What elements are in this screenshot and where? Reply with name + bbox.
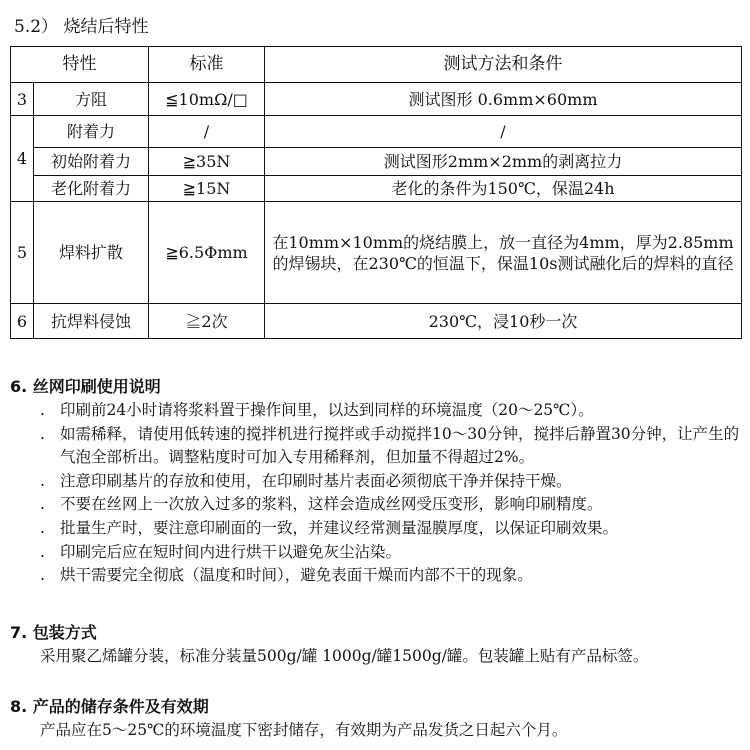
header-standard: 标准 bbox=[149, 47, 265, 83]
list-item bbox=[10, 541, 746, 565]
instructions-list bbox=[10, 399, 746, 588]
storage-text: 产品应在5～25℃的环境温度下密封储存，有效期为产品发货之日起六个月。 bbox=[40, 721, 568, 739]
packaging-text: 采用聚乙烯罐分装，标准分装量500g/罐 1000g/罐1500g/罐。包装罐上贴有产品标签。 bbox=[40, 647, 649, 665]
row-number: 4 bbox=[11, 116, 34, 202]
standard-cell: ≦10mΩ/□ bbox=[149, 83, 265, 116]
table-row bbox=[11, 176, 742, 202]
bullet-dot: . bbox=[40, 566, 45, 585]
list-item-text: 烘干需要完全彻底（温度和时间），避免表面干燥而内部不干的现象。 bbox=[60, 566, 533, 585]
header-property: 特性 bbox=[11, 47, 149, 83]
bullet-dot: . bbox=[40, 471, 45, 490]
list-item bbox=[10, 470, 746, 494]
standard-cell: / bbox=[149, 116, 265, 148]
method-cell: / bbox=[265, 116, 742, 148]
list-item-text: 批量生产时，要注意印刷面的一致，并建议经常测量湿膜厚度，以保证印刷效果。 bbox=[60, 518, 619, 537]
standard-cell: ≧2次 bbox=[149, 304, 265, 339]
method-cell: 测试图形 0.6mm×60mm bbox=[265, 83, 742, 116]
bullet-dot: . bbox=[40, 542, 45, 561]
property-cell: 方阻 bbox=[34, 83, 149, 116]
standard-cell: ≧35N bbox=[149, 148, 265, 176]
list-item-text: 如需稀释，请使用低转速的搅拌机进行搅拌或手动搅拌10～30分钟，搅拌后静置30分钟，让产生的气泡全部析出。调整粘度时可加入专用稀释剂，但加量不得超过2%。 bbox=[60, 424, 740, 467]
list-item bbox=[10, 564, 746, 588]
section-5-2-title: 5.2） 烧结后特性 bbox=[14, 17, 149, 37]
row-number: 3 bbox=[11, 83, 34, 116]
screen-printing-instructions-section bbox=[10, 374, 746, 588]
standard-cell: ≧15N bbox=[149, 176, 265, 202]
list-item-text: 印刷完后应在短时间内进行烘干以避免灰尘沾染。 bbox=[60, 542, 402, 561]
table-row bbox=[11, 116, 742, 148]
list-item bbox=[10, 423, 746, 470]
list-item bbox=[10, 493, 746, 517]
method-cell: 测试图形2mm×2mm的剥离拉力 bbox=[265, 148, 742, 176]
row-number: 5 bbox=[11, 202, 34, 304]
method-cell: 在10mm×10mm的烧结膜上，放一直径为4mm，厚为2.85mm的焊锡块，在230℃的恒温下，保温10s测试融化后的焊料的直径 bbox=[265, 202, 742, 304]
list-item-text: 印刷前24小时请将浆料置于操作间里，以达到同样的环境温度（20～25℃）。 bbox=[60, 401, 594, 419]
method-cell: 老化的条件为150℃，保温24h bbox=[265, 176, 742, 202]
bullet-dot: . bbox=[40, 518, 45, 537]
property-cell: 焊料扩散 bbox=[34, 202, 149, 304]
list-item-text: 不要在丝网上一次放入过多的浆料，这样会造成丝网受压变形，影响印刷精度。 bbox=[60, 495, 603, 514]
property-cell: 附着力 bbox=[34, 116, 149, 148]
header-method: 测试方法和条件 bbox=[265, 47, 742, 83]
property-cell: 初始附着力 bbox=[34, 148, 149, 176]
table-row bbox=[11, 304, 742, 339]
section-6-title: 6. 丝网印刷使用说明 bbox=[10, 377, 161, 396]
standard-cell: ≧6.5Φmm bbox=[149, 202, 265, 304]
table-header-row bbox=[11, 47, 742, 83]
storage-section bbox=[10, 694, 746, 743]
section-7-title: 7. 包装方式 bbox=[10, 623, 97, 642]
packaging-section bbox=[10, 620, 746, 669]
property-cell: 老化附着力 bbox=[34, 176, 149, 202]
bullet-dot: . bbox=[40, 424, 45, 443]
method-cell: 230℃，浸10秒一次 bbox=[265, 304, 742, 339]
bullet-dot: . bbox=[40, 495, 45, 514]
list-item bbox=[10, 399, 746, 423]
list-item-text: 注意印刷基片的存放和使用，在印刷时基片表面必须彻底干净并保持干燥。 bbox=[60, 471, 572, 490]
row-number: 6 bbox=[11, 304, 34, 339]
property-cell: 抗焊料侵蚀 bbox=[34, 304, 149, 339]
section-8-title: 8. 产品的储存条件及有效期 bbox=[10, 697, 209, 716]
table-row bbox=[11, 83, 742, 116]
list-item bbox=[10, 517, 746, 541]
table-row bbox=[11, 202, 742, 304]
sintered-properties-table bbox=[10, 46, 742, 339]
bullet-dot: . bbox=[40, 401, 45, 419]
table-row bbox=[11, 148, 742, 176]
